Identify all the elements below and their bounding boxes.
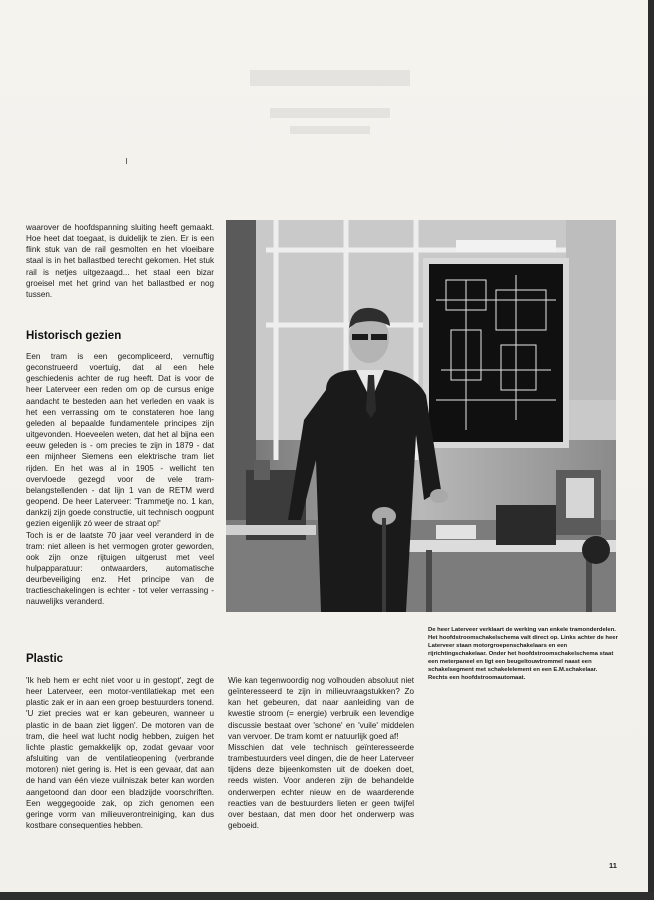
caption-text: De heer Laterveer verklaart de werking van enkele tramonderdelen. Het hoofdstroomschakelschema valt direct op. Links achter de heer Laterveer staan motorgroepenschakelaars en een rijrichtingschakelaar. Onder het hoofdstroomschakelschema staat een meterpaneel en ligt een beugeltouwtrommel naast een schakelsegment met schakelelement en een E.M.schakelaar. Rechts een hoofdstroomautomaat. <box>428 627 618 682</box>
middle-text-block <box>228 675 414 831</box>
heading-historisch-gezien: Historisch gezien <box>26 330 122 342</box>
plastic-text-block <box>26 675 214 831</box>
page-number: 11 <box>609 861 617 870</box>
photo-caption <box>428 626 618 682</box>
page-edge-bottom <box>0 892 654 900</box>
photo-instructor-with-schematic <box>226 220 616 612</box>
history-paragraph-1: Een tram is een gecompliceerd, vernuftig geconstrueerd voertuig, dat al een hele geschiedenis achter de rug heeft. Dat is voor de heer Laterveer een reden om op de cursus enige aandacht te besteden aan het verleden en vaak is het een verrassing om te constateren hoe lang geleden al bepaalde fundamentele principes zijn uitgevonden. Hoeveelen weten, dat het al bijna een eeuw geleden is - om precies te zijn in 1879 - dat een mijnheer Siemens een elektrische tram liet rijden. En het was al in 1905 - wellicht ten overvloede gezegd voor de vele tram-belangstellenden - dat lijn 1 van de RETM werd geopend. De heer Laterveer: 'Trammetje no. 1 kan, dankzij zijn goede constructie, uit technisch oogpunt gezien eigenlijk zó weer de straat op!' <box>26 352 214 529</box>
intro-text: waarover de hoofdspanning sluiting heeft gemaakt. Hoe heet dat toegaat, is duidelijk te zien. Er is een flink stuk van de rail gesmolten en het vloeibare staal is in het ballastbed terecht gekomen. Het stuk rail is netjes uitgezaagd... het staal een bizar groeisel met het grind van het ballastbed er nog tussen. <box>26 223 214 299</box>
show-through-ghost <box>240 60 420 150</box>
intro-paragraph <box>26 222 214 300</box>
page-edge-right <box>648 0 654 900</box>
middle-paragraph-1: Wie kan tegenwoordig nog volhouden absoluut niet geïnteresseerd te zijn in milieuvraagstukken? Zo kan het gebeuren, dat naar aanleiding van de kwestie stroom (= energie) verbruik een levendige discussie bestaat over 'schone' en 'vuile' middelen van vervoer. De tram komt er natuurlijk goed af! <box>228 676 414 741</box>
heading-plastic: Plastic <box>26 653 64 665</box>
history-text-block <box>26 351 214 608</box>
history-paragraph-2: Toch is er de laatste 70 jaar veel veranderd in de tram: niet alleen is het vermogen groter geworden, ook zijn onze rijtuigen uitgerust met veel hulpapparatuur: ontwaarders, automatische deurbeveiliging enz. Het principe van de tractieschakelingen is echter - tot veler verrassing - nauwelijks veranderd. <box>26 530 214 607</box>
stray-mark <box>126 158 127 164</box>
middle-paragraph-2: Misschien dat vele technisch geïnteresseerde trambestuurders veel dingen, die de heer Laterveer tijdens deze bijeenkomsten uit de doeken doet, reeds wisten. Voor anderen zijn de behandelde onderwerpen echter nieuw en de waarderende reacties van de bestuurders lieten er geen twijfel over bestaan, dat men door het onderwerp was geboeid. <box>228 742 414 831</box>
plastic-paragraph-1: 'Ik heb hem er echt niet voor u in gestopt', zegt de heer Laterveer, een motor-ventilatiekap met een plastic zak er in aan een groep bestuurders tonend. 'U ziet precies wat er kan gebeuren, wanneer u plastic in de baan ziet liggen'. De motoren van de tram, die heel wat lucht nodig hebben, zuigen het lichte plastic gemakkelijk op, zodat gevaar voor afsluiting van de ventilatieopening (verbrande motoren) niet gering is. Het is een gevaar, dat aan de hand van één vieze vuilniszak beter kan worden aangetoond dan door een bladzijde voorschriften. Een weggegooide zak, op zich genomen een geringe vorm van milieuverontreiniging, kan dus kostbare consequenties hebben. <box>26 676 214 831</box>
